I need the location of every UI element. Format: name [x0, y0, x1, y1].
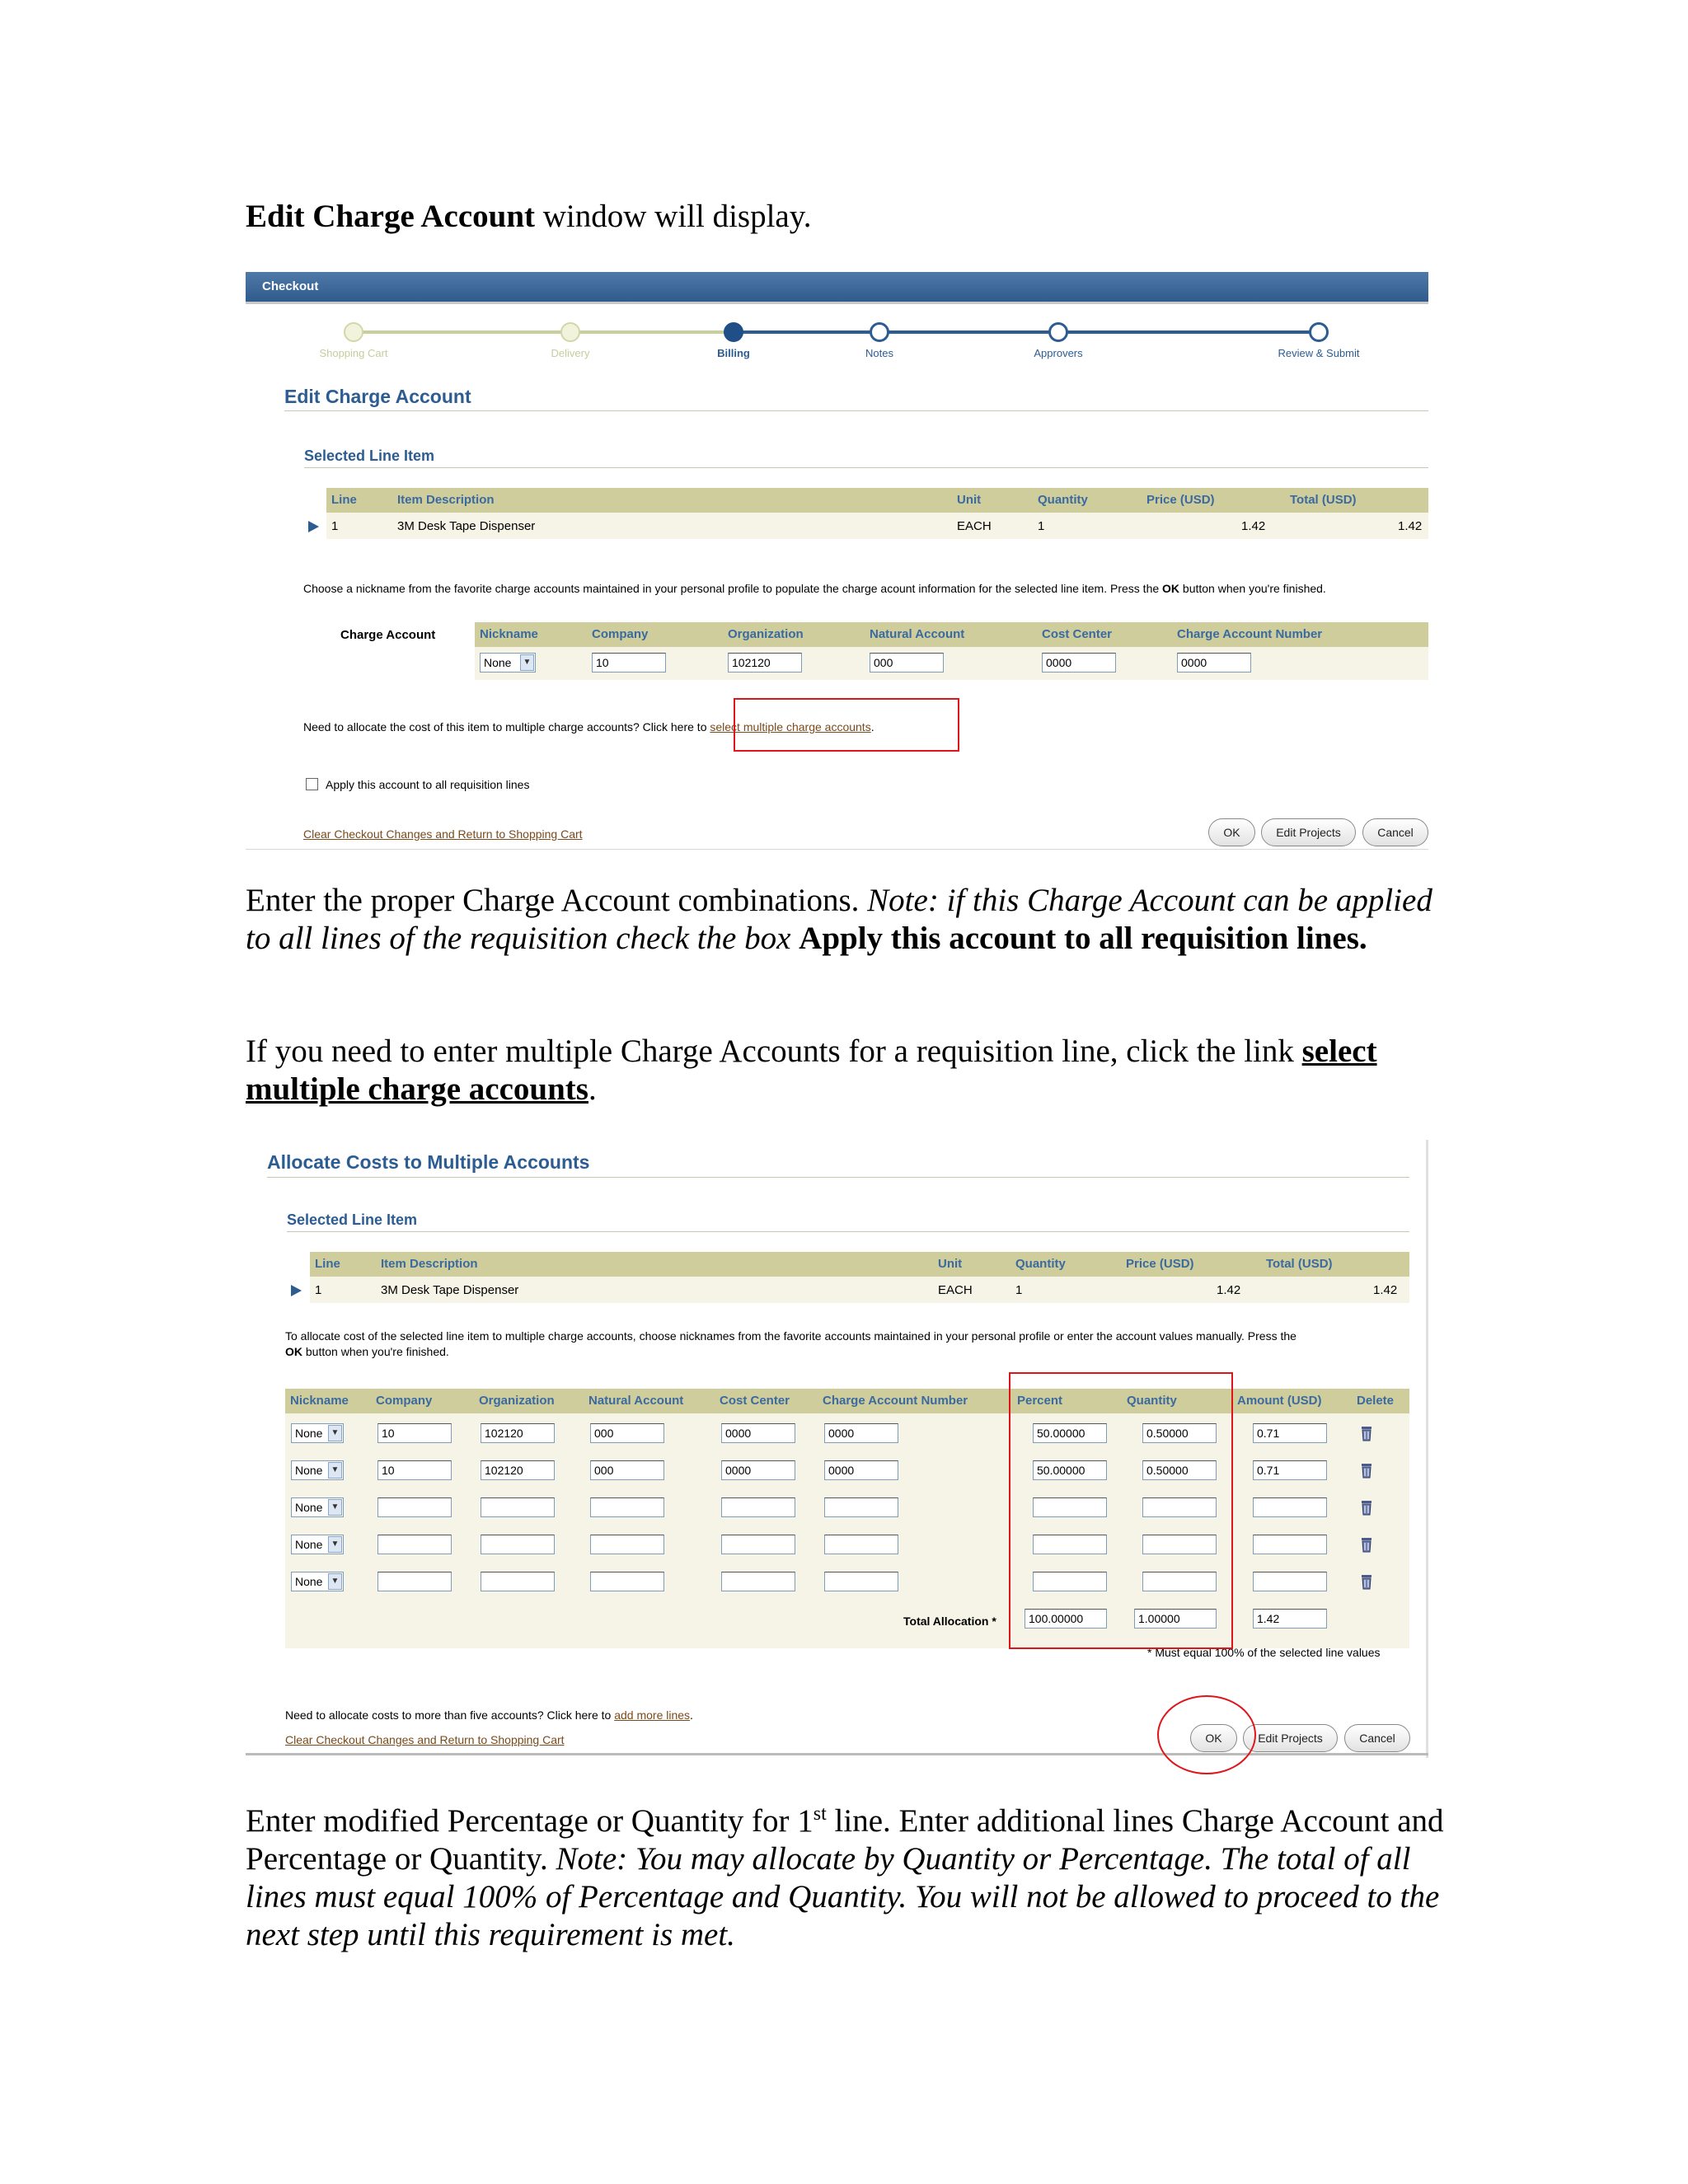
col-total: Total (USD) [1266, 1257, 1333, 1271]
cancel-button[interactable]: Cancel [1344, 1724, 1410, 1752]
trash-icon[interactable] [1360, 1425, 1373, 1441]
col-delete: Delete [1357, 1394, 1395, 1408]
col-amount: Amount (USD) [1237, 1394, 1322, 1408]
organization-field[interactable] [481, 1535, 555, 1554]
row-total: 1.42 [1373, 1283, 1398, 1297]
trash-icon[interactable] [1360, 1573, 1373, 1590]
selected-row-arrow-icon [308, 521, 319, 532]
amount-field[interactable]: 0.71 [1253, 1423, 1327, 1443]
trash-icon[interactable] [1360, 1499, 1373, 1516]
natural-account-field[interactable]: 000 [590, 1423, 664, 1443]
col-unit: Unit [957, 493, 982, 507]
highlight-box [1009, 1372, 1233, 1649]
company-field[interactable] [377, 1497, 452, 1517]
step-notes: Notes [865, 347, 893, 359]
col-nickname: Nickname [480, 627, 538, 641]
para2-normal: If you need to enter multiple Charge Accounts for a requisition line, click the link [246, 1033, 1302, 1069]
percent-field[interactable]: 50.00000 [1033, 1423, 1107, 1443]
para3-sup: st [813, 1803, 827, 1825]
trash-icon[interactable] [1360, 1462, 1373, 1479]
intro-line [246, 198, 1441, 236]
edit-charge-account-screenshot [246, 272, 1428, 853]
nickname-select[interactable]: None ▼ [291, 1460, 344, 1480]
company-field[interactable]: 10 [592, 653, 666, 673]
step-notes-dot [870, 322, 889, 342]
company-field[interactable] [377, 1572, 452, 1591]
col-price: Price (USD) [1126, 1257, 1194, 1271]
chevron-down-icon: ▼ [328, 1462, 342, 1479]
allocation-body [285, 1413, 1409, 1648]
organization-field[interactable] [481, 1572, 555, 1591]
step-approvers-dot [1048, 322, 1068, 342]
charge-account-number-field[interactable] [824, 1535, 898, 1554]
allocate-instruction-text: To allocate cost of the selected line item to multiple charge accounts, choose nicknames from the favorite accounts maintained in your personal profile or enter the account values manually. Press the OK button when you're finished. [285, 1329, 1296, 1358]
company-field[interactable] [377, 1535, 452, 1554]
row-price: 1.42 [1241, 519, 1266, 533]
highlight-circle [1157, 1695, 1256, 1774]
intro-rest: window will display. [535, 199, 812, 234]
charge-account-number-field[interactable]: 0000 [824, 1460, 898, 1480]
quantity-field[interactable]: 0.50000 [1142, 1423, 1217, 1443]
select-multiple-charge-accounts-link[interactable]: select multiple charge accounts [710, 720, 871, 733]
para3-normal2: line. Enter additional lines Charge Account and Percentage or Quantity. [246, 1803, 1444, 1877]
nickname-select[interactable]: None ▼ [291, 1572, 344, 1591]
instruction-paragraph-1 [246, 882, 1449, 958]
amount-field[interactable]: 0.71 [1253, 1460, 1327, 1480]
selected-line-item-heading: Selected Line Item [287, 1212, 418, 1228]
col-nickname: Nickname [290, 1394, 349, 1408]
highlight-box [734, 698, 959, 752]
percent-field[interactable]: 50.00000 [1033, 1460, 1107, 1480]
step-review-dot [1309, 322, 1329, 342]
intro-bold: Edit Charge Account [246, 199, 535, 234]
total-quantity-field: 1.00000 [1134, 1609, 1217, 1629]
table-row [326, 513, 1428, 539]
charge-account-number-field[interactable] [824, 1572, 898, 1591]
checkout-header [246, 272, 1428, 304]
col-item-description: Item Description [397, 493, 495, 507]
chevron-down-icon: ▼ [328, 1573, 342, 1590]
step-billing: Billing [717, 347, 750, 359]
row-line: 1 [331, 519, 339, 533]
step-review-submit: Review & Submit [1278, 347, 1360, 359]
checkout-label: Checkout [262, 279, 319, 293]
cost-center-field[interactable] [721, 1572, 795, 1591]
clear-checkout-link[interactable]: Clear Checkout Changes and Return to Shopping Cart [285, 1733, 565, 1746]
col-natural-account: Natural Account [870, 627, 965, 641]
natural-account-field[interactable]: 000 [870, 653, 944, 673]
line-table-header [310, 1252, 1409, 1277]
amount-field[interactable] [1253, 1497, 1327, 1517]
scrollbar[interactable] [1426, 1140, 1428, 1758]
col-item-description: Item Description [381, 1257, 478, 1271]
company-field[interactable]: 10 [377, 1460, 452, 1480]
col-charge-account-number: Charge Account Number [823, 1394, 968, 1408]
col-price: Price (USD) [1146, 493, 1215, 507]
row-unit: EACH [957, 519, 992, 533]
row-unit: EACH [938, 1283, 973, 1297]
nickname-select[interactable]: None ▼ [480, 653, 536, 673]
step-delivery-dot [560, 322, 580, 342]
allocate-costs-screenshot [246, 1133, 1428, 1760]
cost-center-field[interactable] [721, 1497, 795, 1517]
row-price: 1.42 [1217, 1283, 1241, 1297]
cost-center-field[interactable] [721, 1535, 795, 1554]
row-description: 3M Desk Tape Dispenser [381, 1283, 519, 1297]
col-quantity: Quantity [1015, 1257, 1066, 1271]
col-percent: Percent [1017, 1394, 1063, 1408]
natural-account-field[interactable] [590, 1572, 664, 1591]
para1-italic: Note: if this Charge Account can be applied to all lines of the requisition check the box [246, 883, 1432, 956]
organization-field[interactable]: 102120 [728, 653, 802, 673]
charge-account-number-field[interactable]: 0000 [1177, 653, 1251, 673]
col-line: Line [331, 493, 357, 507]
para3-normal1: Enter modified Percentage or Quantity for 1 [246, 1803, 814, 1839]
col-cost-center: Cost Center [1042, 627, 1113, 641]
instruction-text: Choose a nickname from the favorite charge accounts maintained in your personal profile to populate the charge acount information for the selected line item. Press the OK button when you're finished. [303, 582, 1326, 595]
charge-account-header [475, 622, 1428, 647]
natural-account-field[interactable]: 000 [590, 1460, 664, 1480]
col-charge-account-number: Charge Account Number [1177, 627, 1323, 641]
organization-field[interactable] [481, 1497, 555, 1517]
cancel-button[interactable]: Cancel [1362, 818, 1428, 846]
ok-button[interactable]: OK [1208, 818, 1255, 846]
para2-link: select multiple charge accounts [246, 1033, 1377, 1107]
row-description: 3M Desk Tape Dispenser [397, 519, 536, 533]
charge-account-number-field[interactable]: 0000 [824, 1423, 898, 1443]
organization-field[interactable]: 102120 [481, 1460, 555, 1480]
step-shopping-cart-dot [344, 322, 363, 342]
natural-account-field[interactable] [590, 1497, 664, 1517]
instruction-paragraph-2: If you need to enter multiple Charge Accounts for a requisition line, click the link select multiple charge accounts. [246, 1033, 1377, 1107]
nickname-select[interactable]: None ▼ [291, 1497, 344, 1517]
edit-projects-button[interactable]: Edit Projects [1261, 818, 1356, 846]
step-delivery: Delivery [551, 347, 590, 359]
natural-account-field[interactable] [590, 1535, 664, 1554]
company-field[interactable]: 10 [377, 1423, 452, 1443]
step-billing-dot [724, 322, 743, 342]
para3-italic: Note: You may allocate by Quantity or Percentage. The total of all lines must equal 100% of Percentage and Quantity. You will not be allowed to proceed to the next step until this requirement is met. [246, 1841, 1440, 1952]
trash-icon[interactable] [1360, 1536, 1373, 1553]
train-line-pending [734, 330, 1319, 334]
edit-projects-button[interactable]: Edit Projects [1243, 1724, 1338, 1752]
para1-bold: Apply this account to all requisition lines. [799, 921, 1367, 956]
cost-center-field[interactable]: 0000 [721, 1423, 795, 1443]
amount-field[interactable] [1253, 1535, 1327, 1554]
total-amount-field: 1.42 [1253, 1609, 1327, 1629]
col-quantity: Quantity [1038, 493, 1088, 507]
cost-center-field[interactable]: 0000 [1042, 653, 1116, 673]
apply-all-label: Apply this account to all requisition lines [326, 778, 530, 791]
row-quantity: 1 [1015, 1283, 1023, 1297]
col-organization: Organization [479, 1394, 555, 1408]
instruction-paragraph-3 [246, 1795, 1449, 1954]
chevron-down-icon: ▼ [328, 1536, 342, 1553]
apply-all-checkbox[interactable] [306, 778, 318, 790]
quantity-field[interactable]: 0.50000 [1142, 1460, 1217, 1480]
para1-normal: Enter the proper Charge Account combinations. [246, 883, 868, 918]
step-shopping-cart: Shopping Cart [319, 347, 388, 359]
col-organization: Organization [728, 627, 804, 641]
row-quantity: 1 [1038, 519, 1045, 533]
line-table-header [326, 488, 1428, 513]
cost-center-field[interactable]: 0000 [721, 1460, 795, 1480]
row-total: 1.42 [1398, 519, 1423, 533]
clear-checkout-link[interactable]: Clear Checkout Changes and Return to Shopping Cart [303, 827, 583, 841]
chevron-down-icon: ▼ [328, 1425, 342, 1441]
charge-account-number-field[interactable] [824, 1497, 898, 1517]
ok-button[interactable]: OK [1190, 1724, 1237, 1752]
chevron-down-icon: ▼ [520, 654, 534, 671]
nickname-select[interactable]: None ▼ [291, 1423, 344, 1443]
col-cost-center: Cost Center [720, 1394, 790, 1408]
must-equal-note: * Must equal 100% of the selected line values [1147, 1646, 1381, 1659]
add-more-text: Need to allocate costs to more than five accounts? Click here to add more lines. [285, 1708, 693, 1722]
page-title: Edit Charge Account [284, 386, 471, 407]
selected-line-item-heading: Selected Line Item [304, 448, 435, 464]
charge-account-label: Charge Account [340, 628, 436, 642]
col-company: Company [376, 1394, 433, 1408]
col-alloc-quantity: Quantity [1127, 1394, 1177, 1408]
step-approvers: Approvers [1034, 347, 1083, 359]
allocate-title: Allocate Costs to Multiple Accounts [267, 1151, 590, 1173]
nickname-select[interactable]: None ▼ [291, 1535, 344, 1554]
col-company: Company [592, 627, 649, 641]
amount-field[interactable] [1253, 1572, 1327, 1591]
col-unit: Unit [938, 1257, 963, 1271]
organization-field[interactable]: 102120 [481, 1423, 555, 1443]
multi-account-text: Need to allocate the cost of this item to multiple charge accounts? Click here to select multiple charge accounts. [303, 720, 874, 733]
chevron-down-icon: ▼ [328, 1499, 342, 1516]
table-row [310, 1277, 1409, 1303]
total-allocation-label: Total Allocation * [903, 1615, 996, 1628]
col-total: Total (USD) [1290, 493, 1357, 507]
total-percent-field: 100.00000 [1025, 1609, 1107, 1629]
allocation-header [285, 1389, 1409, 1413]
col-line: Line [315, 1257, 340, 1271]
col-natural-account: Natural Account [588, 1394, 684, 1408]
selected-row-arrow-icon [291, 1285, 302, 1296]
add-more-lines-link[interactable]: add more lines [614, 1708, 691, 1722]
row-line: 1 [315, 1283, 322, 1297]
